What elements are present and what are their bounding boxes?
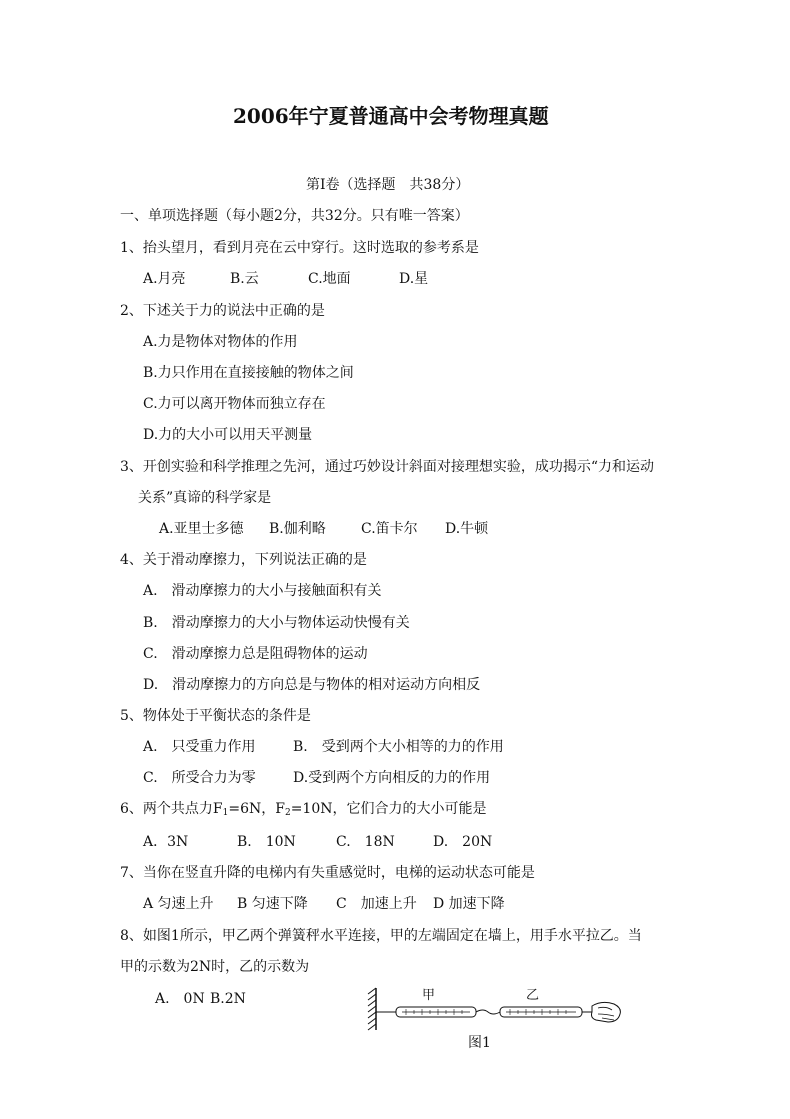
spring-scale-yi xyxy=(500,1007,582,1017)
wall-icon xyxy=(368,988,376,1030)
q2-option-c: C.力可以离开物体而独立存在 xyxy=(143,396,326,412)
q2-option-b: B.力只作用在直接接触的物体之间 xyxy=(143,365,354,381)
section-header: 第I卷（选择题 共38分） xyxy=(306,177,470,193)
q6-option-a: A．3N xyxy=(143,834,189,850)
q6-option-b: B. 10N xyxy=(237,834,296,850)
question-5-stem: 5、物体处于平衡状态的条件是 xyxy=(120,708,311,724)
q6-option-d: D. 20N xyxy=(433,834,493,850)
scale-label-jia: 甲 xyxy=(422,988,436,1003)
q5-option-d: D.受到两个方向相反的力的作用 xyxy=(293,770,491,786)
q5-option-b: B. 受到两个大小相等的力的作用 xyxy=(293,739,504,755)
q4-option-c: C. 滑动摩擦力总是阻碍物体的运动 xyxy=(143,646,368,662)
q8-option-b: B.2N xyxy=(210,991,246,1007)
spring-scale-figure xyxy=(366,984,626,1034)
q1-option-d: D.星 xyxy=(399,271,429,287)
q8-option-a: A. 0N xyxy=(155,991,205,1007)
question-8-stem-cont: 甲的示数为2N时，乙的示数为 xyxy=(120,959,310,975)
question-1-stem: 1、抬头望月，看到月亮在云中穿行。这时选取的参考系是 xyxy=(120,240,479,256)
q7-option-a: A 匀速上升 xyxy=(143,896,214,912)
question-6-stem: 6、两个共点力$F_1=6N$，$F_2=10N$，它们合力的大小可能是 xyxy=(120,801,487,818)
question-3-stem: 3、开创实验和科学推理之先河，通过巧妙设计斜面对接理想实验，成功揭示“力和运动 xyxy=(120,459,655,475)
q3-option-b: B.伽利略 xyxy=(269,521,326,537)
spring-scale-jia xyxy=(396,1007,476,1017)
scale-label-yi: 乙 xyxy=(526,988,540,1003)
page-title: 2006年宁夏普通高中会考物理真题 xyxy=(233,104,549,128)
q2-option-d: D.力的大小可以用天平测量 xyxy=(143,427,313,443)
q5-option-a: A. 只受重力作用 xyxy=(143,739,256,755)
q3-option-a: A.亚里士多德 xyxy=(159,521,244,537)
q4-option-b: B. 滑动摩擦力的大小与物体运动快慢有关 xyxy=(143,615,410,631)
question-2-stem: 2、下述关于力的说法中正确的是 xyxy=(120,303,325,319)
q4-option-a: A. 滑动摩擦力的大小与接触面积有关 xyxy=(143,583,382,599)
question-7-stem: 7、当你在竖直升降的电梯内有失重感觉时，电梯的运动状态可能是 xyxy=(120,865,535,881)
q4-option-d: D. 滑动摩擦力的方向总是与物体的相对运动方向相反 xyxy=(143,677,481,693)
q2-option-a: A.力是物体对物体的作用 xyxy=(143,334,298,350)
q7-option-b: B 匀速下降 xyxy=(237,896,308,912)
q1-option-b: B.云 xyxy=(230,271,259,287)
q5-option-c: C. 所受合力为零 xyxy=(143,770,256,786)
question-3-stem-cont: 关系”真谛的科学家是 xyxy=(138,490,272,506)
question-4-stem: 4、关于滑动摩擦力，下列说法正确的是 xyxy=(120,552,367,568)
part1-header: 一、单项选择题（每小题2分，共32分。只有唯一答案） xyxy=(120,208,469,224)
hand-icon xyxy=(582,1002,620,1022)
q1-option-c: C.地面 xyxy=(308,271,351,287)
question-8-stem: 8、如图1所示，甲乙两个弹簧秤水平连接，甲的左端固定在墙上，用手水平拉乙。当 xyxy=(120,928,642,944)
q6-option-c: C. 18N xyxy=(336,834,395,850)
q7-option-c: C 加速上升 xyxy=(336,896,417,912)
q3-option-c: C.笛卡尔 xyxy=(361,521,418,537)
figure-caption: 图1 xyxy=(468,1035,491,1051)
q3-option-d: D.牛顿 xyxy=(445,521,489,537)
q7-option-d: D 加速下降 xyxy=(433,896,505,912)
q1-option-a: A.月亮 xyxy=(143,271,186,287)
